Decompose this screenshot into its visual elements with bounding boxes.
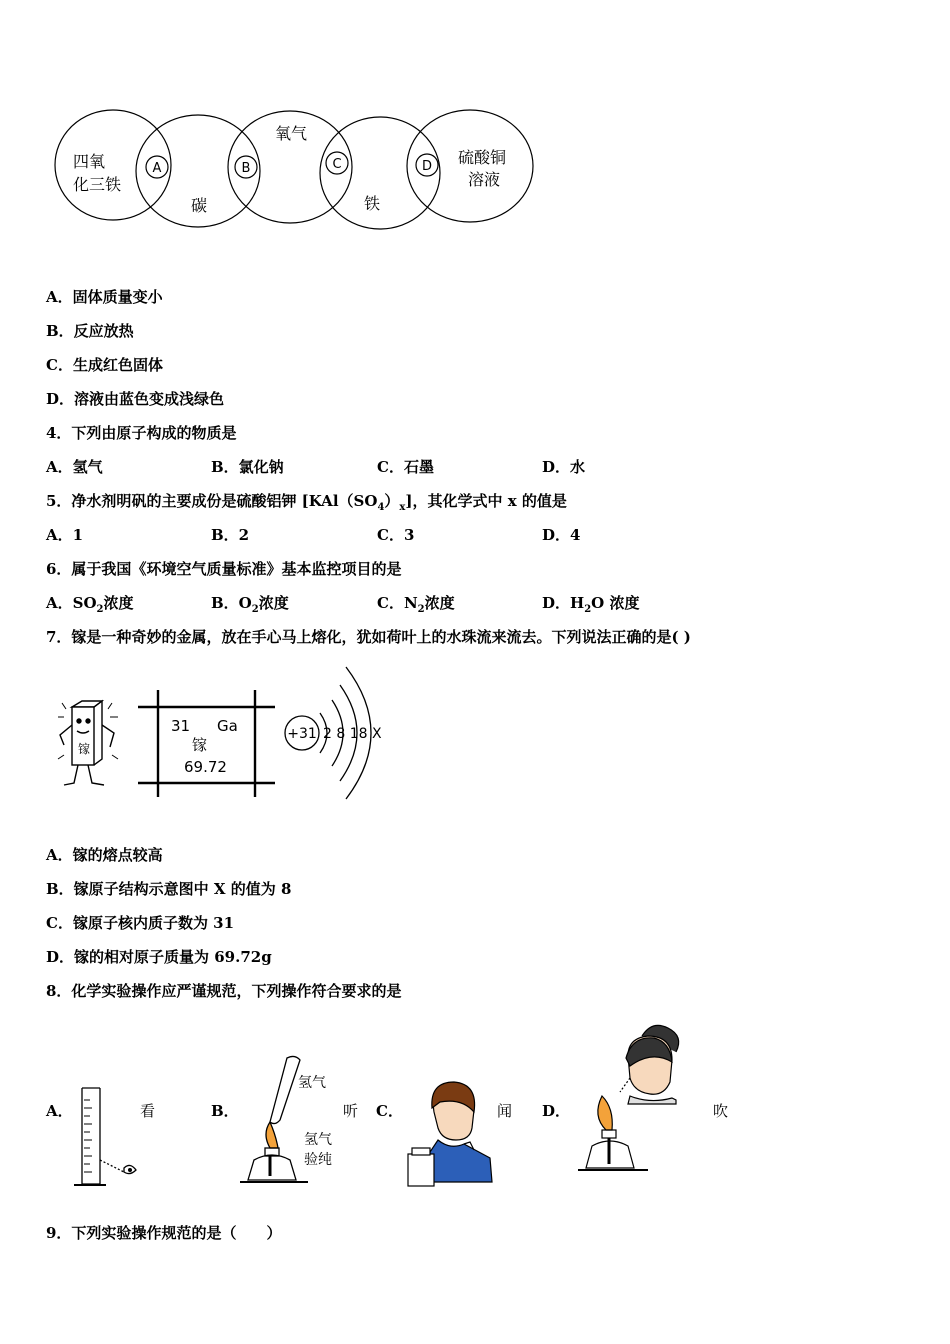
q5-option-d[interactable]: D．4 bbox=[542, 526, 581, 544]
nucleus-charge: +31 bbox=[287, 726, 317, 742]
element-name: 镓 bbox=[192, 736, 208, 754]
oxygen-label: 氧气 bbox=[275, 124, 308, 143]
gallium-cartoon-label: 镓 bbox=[78, 742, 91, 756]
atomic-number: 31 bbox=[171, 717, 191, 735]
q6-option-c[interactable] bbox=[377, 592, 455, 615]
q5-option-a[interactable]: A．1 bbox=[46, 526, 84, 544]
q6-b-tail: 浓度 bbox=[258, 594, 289, 612]
q6-c-tail: 浓度 bbox=[424, 594, 455, 612]
element-symbol: Ga bbox=[217, 717, 238, 735]
q4-option-b[interactable]: B．氯化钠 bbox=[211, 458, 284, 476]
copper-sulfate-label-2: 溶液 bbox=[468, 170, 501, 189]
q3-option-b[interactable]: B．反应放热 bbox=[46, 322, 134, 340]
q8-b-label-line-2: 验纯 bbox=[304, 1152, 332, 1168]
flame-icon bbox=[598, 1096, 612, 1130]
q5-sub-x: x bbox=[399, 502, 406, 513]
q8-option-c[interactable]: C． bbox=[376, 1102, 403, 1120]
q6-a-text: A．SO bbox=[46, 594, 97, 612]
q4-option-a[interactable]: A．氢气 bbox=[46, 458, 103, 476]
q7-stem: 7．镓是一种奇妙的金属，放在手心马上熔化，犹如荷叶上的水珠流来流去。下列说法正确的是( ) bbox=[46, 628, 691, 646]
gallium-figure bbox=[50, 655, 400, 805]
q8-b-tube-label: 氢气 bbox=[298, 1075, 326, 1091]
q6-a-tail: 浓度 bbox=[103, 594, 134, 612]
q5-stem bbox=[46, 490, 567, 513]
q6-b-text: B．O bbox=[211, 594, 252, 612]
iron-oxide-label-1: 四氧 bbox=[73, 152, 106, 171]
q8-c-word: 闻 bbox=[497, 1102, 513, 1120]
carbon-label: 碳 bbox=[191, 196, 208, 215]
q6-d-sub: 2 bbox=[584, 604, 592, 615]
copper-sulfate-label-1: 硫酸铜 bbox=[458, 148, 507, 167]
flame-icon bbox=[266, 1122, 278, 1148]
q6-option-b[interactable] bbox=[211, 592, 289, 615]
q7-option-c[interactable]: C．镓原子核内质子数为 31 bbox=[46, 914, 235, 932]
q6-c-text: C．N bbox=[377, 594, 418, 612]
q7-option-a[interactable]: A．镓的熔点较高 bbox=[46, 846, 163, 864]
electron-counts: 2 8 18 X bbox=[323, 726, 382, 742]
q6-b-sub: 2 bbox=[251, 604, 259, 615]
region-c-label: C bbox=[332, 157, 342, 172]
region-d-label: D bbox=[421, 159, 433, 174]
q8-a-cylinder-illustration bbox=[70, 1080, 150, 1192]
q8-d-word: 吹 bbox=[713, 1102, 729, 1120]
q4-stem: 4．下列由原子构成的物质是 bbox=[46, 424, 237, 442]
q8-c-smelling-illustration bbox=[400, 1078, 500, 1190]
region-a-label: A bbox=[152, 161, 162, 176]
q3-option-d[interactable]: D．溶液由蓝色变成浅绿色 bbox=[46, 390, 225, 408]
q3-option-a[interactable]: A．固体质量变小 bbox=[46, 288, 163, 306]
iron-label: 铁 bbox=[364, 194, 381, 213]
q8-b-label-line-1: 氢气 bbox=[304, 1132, 332, 1148]
q5-sub-4: 4 bbox=[377, 502, 385, 513]
q5-stem-part-2: ） bbox=[384, 492, 400, 510]
bottle-icon bbox=[408, 1154, 434, 1186]
q8-option-d[interactable]: D． bbox=[542, 1102, 571, 1120]
q9-stem: 9．下列实验操作规范的是（ ） bbox=[46, 1224, 282, 1242]
q7-option-d[interactable]: D．镓的相对原子质量为 69.72g bbox=[46, 948, 272, 966]
q6-option-a[interactable] bbox=[46, 592, 134, 615]
q8-d-blowing-illustration bbox=[572, 1018, 696, 1190]
q6-c-sub: 2 bbox=[417, 604, 425, 615]
q6-option-d[interactable] bbox=[542, 592, 639, 615]
q8-stem: 8．化学实验操作应严谨规范，下列操作符合要求的是 bbox=[46, 982, 402, 1000]
q8-b-hydrogen-test-illustration bbox=[232, 1050, 347, 1192]
q8-option-a[interactable]: A． bbox=[46, 1102, 73, 1120]
q3-option-c[interactable]: C．生成红色固体 bbox=[46, 356, 163, 374]
reaction-circles-diagram bbox=[50, 105, 545, 235]
q5-stem-part-3: ]，其化学式中 x 的值是 bbox=[405, 492, 567, 510]
q8-a-word: 看 bbox=[140, 1102, 156, 1120]
q6-d-text: D．H bbox=[542, 594, 585, 612]
q8-b-word: 听 bbox=[343, 1102, 359, 1120]
region-b-label: B bbox=[241, 161, 251, 176]
q5-option-b[interactable]: B．2 bbox=[211, 526, 250, 544]
q4-option-d[interactable]: D．水 bbox=[542, 458, 586, 476]
q5-stem-part-1: 5．净水剂明矾的主要成份是硫酸铝钾 [KAl（SO bbox=[46, 492, 378, 510]
q6-a-sub: 2 bbox=[96, 604, 104, 615]
q4-option-c[interactable]: C．石墨 bbox=[377, 458, 434, 476]
atomic-mass: 69.72 bbox=[184, 758, 227, 776]
q8-option-b[interactable]: B． bbox=[211, 1102, 239, 1120]
q6-stem: 6．属于我国《环境空气质量标准》基本监控项目的是 bbox=[46, 560, 402, 578]
q7-option-b[interactable]: B．镓原子结构示意图中 X 的值为 8 bbox=[46, 880, 292, 898]
q6-d-tail: O 浓度 bbox=[591, 594, 640, 612]
q5-option-c[interactable]: C．3 bbox=[377, 526, 415, 544]
iron-oxide-label-2: 化三铁 bbox=[73, 175, 122, 194]
